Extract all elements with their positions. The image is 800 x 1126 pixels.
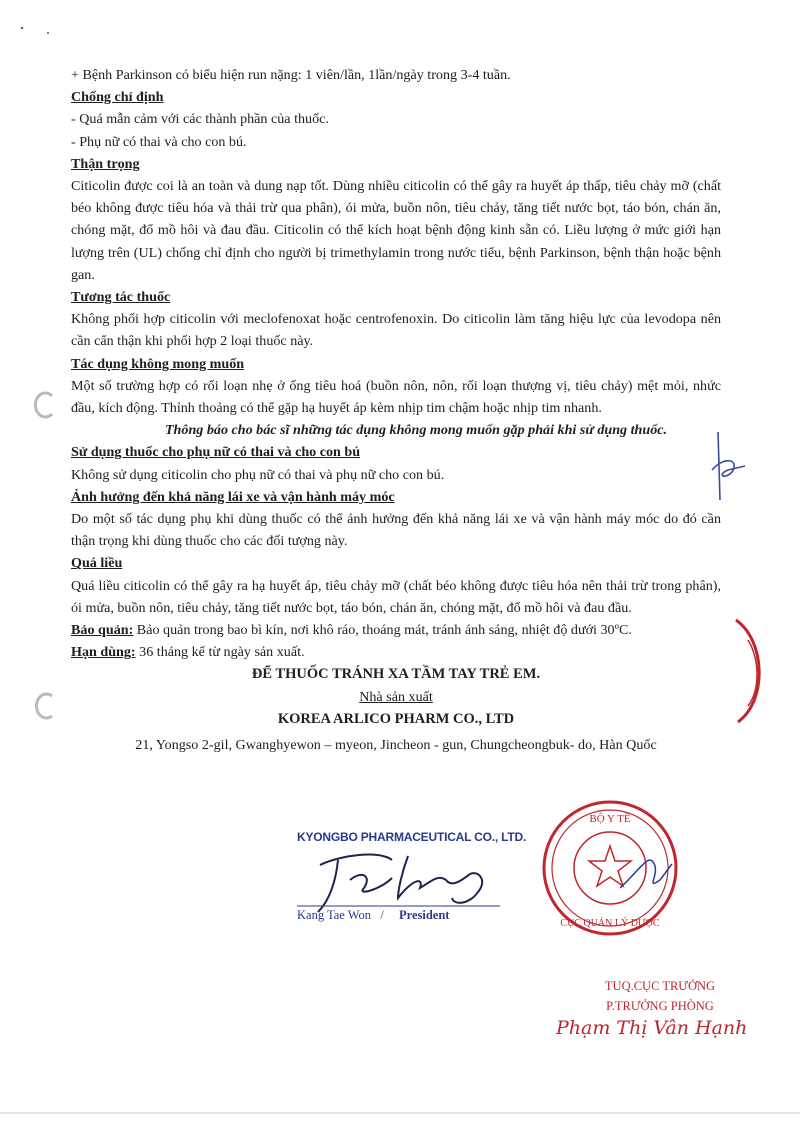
contraindications-heading: Chống chỉ định bbox=[71, 89, 164, 106]
contraindication-item: - Quá mẫn cảm với các thành phần của thuốc. bbox=[71, 111, 329, 128]
scan-speck bbox=[47, 32, 49, 34]
stamp-bottom-text: CỤC QUẢN LÝ DƯỢC bbox=[560, 918, 660, 929]
precautions-heading: Thận trọng bbox=[71, 155, 140, 172]
approval-line-2: P.TRƯỞNG PHÒNG bbox=[606, 999, 714, 1013]
contraindication-item: - Phụ nữ có thai và cho con bú. bbox=[71, 133, 247, 150]
driving-heading: Ảnh hưởng đến khả năng lái xe và vận hành máy móc bbox=[71, 488, 395, 505]
punch-hole-mark bbox=[36, 694, 52, 718]
driving-text: Do một số tác dụng phụ khi dùng thuốc có thể ảnh hưởng đến khả năng lái xe và vận hành máy móc do đó cần thận trọng khi dùng thuốc cho các đối tượng này. bbox=[71, 511, 721, 550]
precautions-text: Citicolin được coi là an toàn và dung nạp tốt. Dùng nhiều citicolin có thể gây ra huyết áp thấp, tiêu chảy mỡ (chất béo không được tiêu hóa và thải trừ qua phân), ói mửa, buồn nôn, tiêu chảy, tăng tiết nước bọt, táo bón, chán ăn, chóng mặt, đổ mồ hôi và đau đầu. Citicolin có thể kích hoạt bệnh động kinh sẵn có. Liều lượng ở mức giới hạn lượng trên (UL) chống chỉ định cho người bị trimethylamin trong nước tiểu, bệnh Parkinson, bệnh thận hoặc bệnh gan. bbox=[71, 178, 721, 283]
pregnancy-heading: Sử dụng thuốc cho phụ nữ có thai và cho con bú bbox=[71, 444, 361, 461]
stamp-top-text: BỘ Y TẾ bbox=[589, 813, 631, 825]
interactions-heading: Tương tác thuốc bbox=[71, 289, 171, 306]
doctor-notice: Thông báo cho bác sĩ những tác dụng không mong muốn gặp phải khi sử dụng thuốc. bbox=[164, 422, 668, 439]
approval-block bbox=[565, 976, 755, 1016]
expiry-text: 36 tháng kể từ ngày sản xuất. bbox=[135, 644, 305, 661]
manufacturer-label: Nhà sản xuất bbox=[359, 688, 433, 705]
parkinson-dosage-line: + Bệnh Parkinson có biểu hiện run nặng: 1 viên/lần, 1lần/ngày trong 3-4 tuần. bbox=[71, 67, 511, 83]
partial-stamp bbox=[736, 620, 759, 722]
manufacturer-address: 21, Yongso 2-gil, Gwanghyewon – myeon, Jincheon - gun, Chungcheongbuk- do, Hàn Quốc bbox=[135, 737, 657, 754]
overdose-text: Quá liều citicolin có thể gây ra hạ huyết áp, tiêu chảy mỡ (chất béo không được tiêu hóa nên thải trừ trong phân), ói mửa, buồn nôn, tiêu chảy, tăng tiết nước bọt, táo bón, chán ăn, chóng mặt, đổ mồ hôi và đau đầu. bbox=[71, 577, 721, 616]
overdose-heading: Quá liều bbox=[71, 555, 123, 572]
punch-hole-mark bbox=[35, 393, 52, 417]
children-warning: ĐỂ THUỐC TRÁNH XA TẦM TAY TRẺ EM. bbox=[251, 666, 541, 683]
manufacturer-name: KOREA ARLICO PHARM CO., LTD bbox=[277, 710, 515, 727]
expiry-label: Hạn dùng: bbox=[71, 644, 136, 661]
side-effects-heading: Tác dụng không mong muốn bbox=[71, 355, 245, 372]
side-effects-text: Một số trường hợp có rối loạn nhẹ ở ống tiêu hoá (buồn nôn, nôn, rối loạn thượng vị, tiêu chảy) mệt mỏi, nhức đầu, kích động. Thỉnh thoảng có thể gặp hạ huyết áp kèm nhịp tim chậm hoặc nhịp tim nhanh. bbox=[71, 377, 721, 417]
margin-initials bbox=[712, 432, 745, 500]
signer-title: President bbox=[399, 908, 450, 922]
scan-speck bbox=[21, 27, 23, 29]
company-stamp-name: KYONGBO PHARMACEUTICAL CO., LTD. bbox=[297, 830, 527, 844]
approval-line-1: TUQ.CỤC TRƯỞNG bbox=[604, 979, 716, 993]
company-signature bbox=[318, 855, 482, 912]
storage-text: Bảo quản trong bao bì kín, nơi khô ráo, thoáng mát, tránh ánh sáng, nhiệt độ dưới 30ºC. bbox=[133, 622, 632, 639]
storage-label: Bảo quản: bbox=[71, 622, 134, 639]
signer-line bbox=[297, 908, 449, 923]
approver-name: Phạm Thị Vân Hạnh bbox=[556, 1017, 748, 1039]
interactions-text: Không phối hợp citicolin với meclofenoxat hoặc centrofenoxin. Do citicolin làm tăng hiệu lực của levodopa nên cần cẩn thận khi phối hợp 2 loại thuốc này. bbox=[71, 311, 721, 350]
signer-separator: / bbox=[380, 908, 384, 922]
official-stamp bbox=[544, 802, 676, 934]
pregnancy-text: Không sử dụng citicolin cho phụ nữ có thai và phụ nữ cho con bú. bbox=[71, 466, 445, 483]
signer-name: Kang Tae Won bbox=[297, 908, 372, 922]
